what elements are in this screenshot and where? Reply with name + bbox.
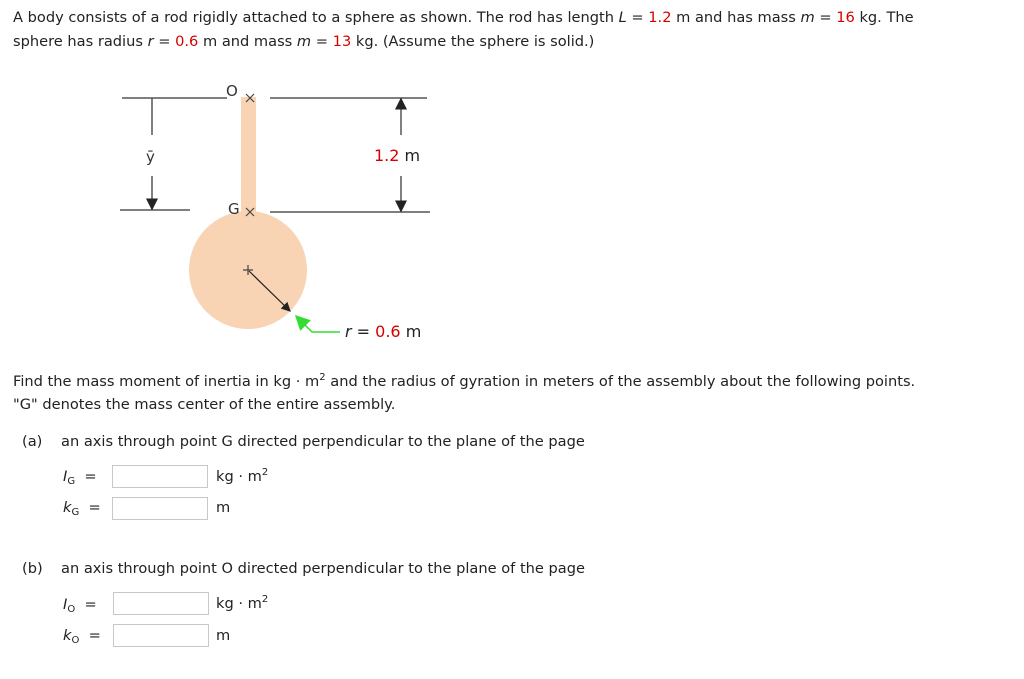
kg-unit: m xyxy=(216,499,231,516)
io-unit: kg · $m^2$ xyxy=(216,594,269,612)
part-a-text: an axis through point G directed perpendicular to the plane of the page xyxy=(61,433,585,450)
length-label: 1.2 m xyxy=(374,146,421,165)
instructions-line-1: Find the mass moment of inertia in kg · $m^2$ and the radius of gyration in meters of the assembly about the following points. xyxy=(13,372,916,390)
part-b-text: an axis through point O directed perpendicular to the plane of the page xyxy=(61,560,585,577)
rod xyxy=(241,97,256,217)
radius-label: r = 0.6 m xyxy=(345,322,422,341)
problem-line-1: A body consists of a rod rigidly attached to a sphere as shown. The rod has length L = 1.2 m and has mass m = 16 kg. The xyxy=(13,9,914,26)
instructions-line-2: "G" denotes the mass center of the entire assembly. xyxy=(13,396,396,413)
ig-input[interactable] xyxy=(112,465,208,488)
ig-label: $I_G$ = xyxy=(63,468,97,487)
ko-input[interactable] xyxy=(113,624,209,647)
kg-label: $k_G$ = xyxy=(63,499,101,518)
io-label: $I_O$ = xyxy=(63,596,97,615)
label-ybar: ȳ xyxy=(146,148,155,166)
part-a-label: (a) xyxy=(22,433,43,450)
problem-line-2: sphere has radius r = 0.6 m and mass m = 13 kg. (Assume the sphere is solid.) xyxy=(13,33,595,50)
kg-input[interactable] xyxy=(112,497,208,520)
label-o: O xyxy=(226,82,238,100)
io-input[interactable] xyxy=(113,592,209,615)
label-g: G xyxy=(228,200,240,218)
part-b-label: (b) xyxy=(22,560,43,577)
ig-unit: kg · $m^2$ xyxy=(216,467,269,485)
ko-unit: m xyxy=(216,627,231,644)
ko-label: $k_O$ = xyxy=(63,627,101,646)
